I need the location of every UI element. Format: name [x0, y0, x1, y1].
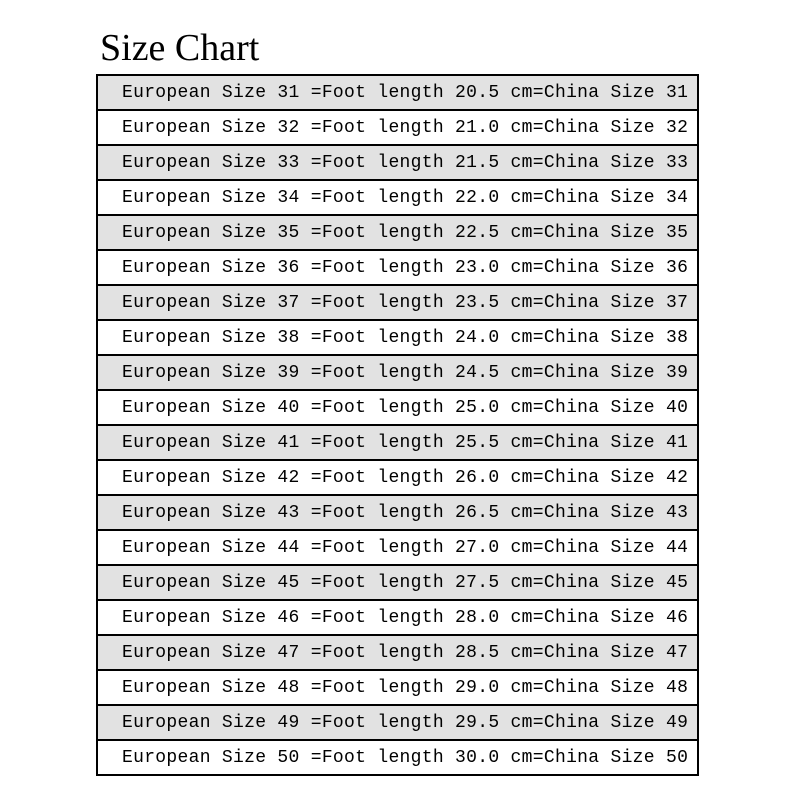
table-row	[97, 425, 698, 460]
size-chart-cell: European Size 39 =Foot length 24.5 cm=China Size 39	[97, 355, 698, 390]
size-chart-cell: European Size 38 =Foot length 24.0 cm=China Size 38	[97, 320, 698, 355]
table-row	[97, 635, 698, 670]
size-chart-cell: European Size 35 =Foot length 22.5 cm=China Size 35	[97, 215, 698, 250]
table-row	[97, 110, 698, 145]
table-row	[97, 145, 698, 180]
table-row	[97, 670, 698, 705]
size-chart-cell: European Size 46 =Foot length 28.0 cm=China Size 46	[97, 600, 698, 635]
table-row	[97, 705, 698, 740]
size-chart-cell: European Size 34 =Foot length 22.0 cm=China Size 34	[97, 180, 698, 215]
table-row	[97, 75, 698, 110]
table-row	[97, 250, 698, 285]
size-chart-cell: European Size 47 =Foot length 28.5 cm=China Size 47	[97, 635, 698, 670]
table-row	[97, 460, 698, 495]
size-chart-cell: European Size 32 =Foot length 21.0 cm=China Size 32	[97, 110, 698, 145]
table-row	[97, 740, 698, 775]
table-row	[97, 530, 698, 565]
page-title: Size Chart	[100, 27, 260, 69]
table-row	[97, 565, 698, 600]
table-row	[97, 600, 698, 635]
size-chart-cell: European Size 50 =Foot length 30.0 cm=China Size 50	[97, 740, 698, 775]
table-row	[97, 355, 698, 390]
size-chart-cell: European Size 31 =Foot length 20.5 cm=China Size 31	[97, 75, 698, 110]
size-chart-cell: European Size 40 =Foot length 25.0 cm=China Size 40	[97, 390, 698, 425]
size-chart-cell: European Size 43 =Foot length 26.5 cm=China Size 43	[97, 495, 698, 530]
table-row	[97, 285, 698, 320]
size-chart-cell: European Size 48 =Foot length 29.0 cm=China Size 48	[97, 670, 698, 705]
size-chart-cell: European Size 37 =Foot length 23.5 cm=China Size 37	[97, 285, 698, 320]
table-row	[97, 215, 698, 250]
size-chart-cell: European Size 36 =Foot length 23.0 cm=China Size 36	[97, 250, 698, 285]
size-chart-cell: European Size 42 =Foot length 26.0 cm=China Size 42	[97, 460, 698, 495]
size-chart-cell: European Size 45 =Foot length 27.5 cm=China Size 45	[97, 565, 698, 600]
size-chart-table	[96, 74, 699, 776]
size-chart-cell: European Size 33 =Foot length 21.5 cm=China Size 33	[97, 145, 698, 180]
size-chart-cell: European Size 49 =Foot length 29.5 cm=China Size 49	[97, 705, 698, 740]
table-row	[97, 180, 698, 215]
table-row	[97, 320, 698, 355]
size-chart-cell: European Size 44 =Foot length 27.0 cm=China Size 44	[97, 530, 698, 565]
table-row	[97, 495, 698, 530]
table-row	[97, 390, 698, 425]
size-chart-cell: European Size 41 =Foot length 25.5 cm=China Size 41	[97, 425, 698, 460]
